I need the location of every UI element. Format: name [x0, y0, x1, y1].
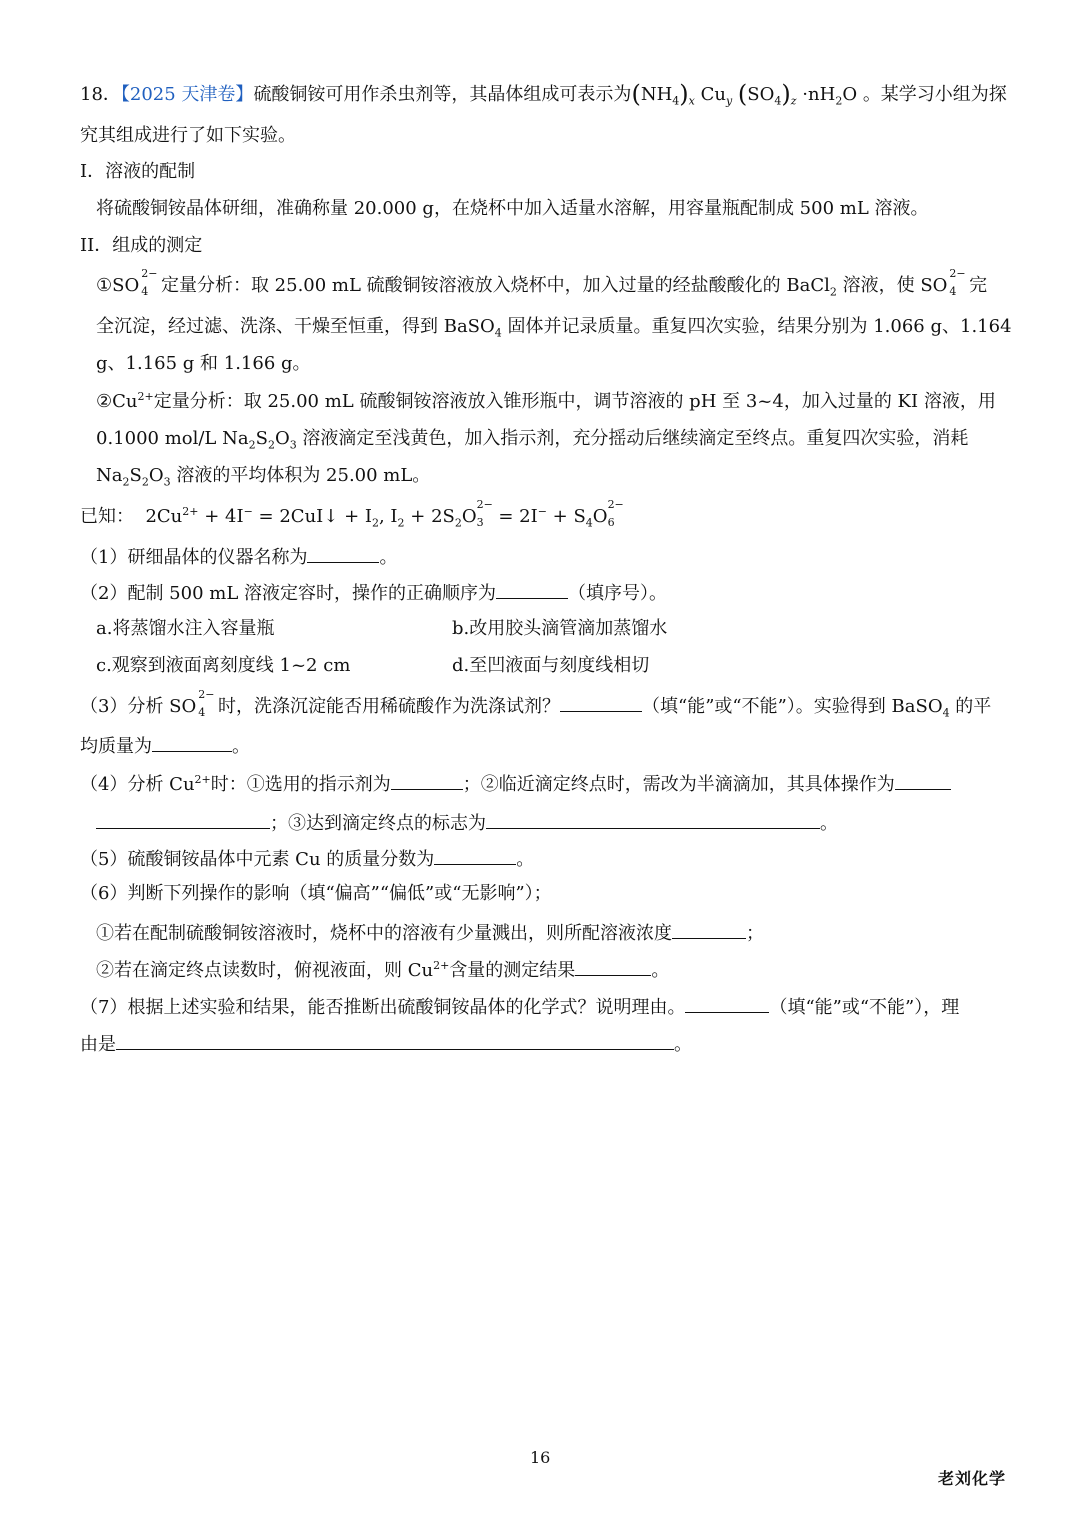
copper-analysis-line-2: 0.1000 mol/L $Na_2S_2O_3$ 溶液滴定至浅黄色，加入指示剂，充分摇动后继续滴定至终点。重复四次实验，消耗: [96, 428, 969, 452]
intro-text: 硫酸铜铵可用作杀虫剂等，其晶体组成可表示为: [253, 84, 632, 105]
question-1: （1）研细晶体的仪器名称为 。: [80, 544, 397, 570]
answer-blank-q4-2[interactable]: [895, 771, 951, 790]
option-c: c.观察到液面离刻度线 1~2 cm: [96, 655, 351, 676]
question-header: 18．【2025 天津卷】硫酸铜铵可用作杀虫剂等，其晶体组成可表示为$(NH_4)_x$ $Cu_y$ $(SO_4)_z \cdot nH_2O$ 。某学习小组为探: [80, 80, 1007, 108]
known-equations: 已知： $2Cu^{2+} + 4I^-$ = 2CuI↓ + $I_2$, $I_2 + 2S_2O$ 2− 3 = $2I^- + S_4O$ 2− 6: [80, 498, 624, 530]
option-b: b.改用胶头滴管滴加蒸馏水: [452, 618, 668, 639]
question-3-line-1: （3）分析 SO 2− 4 时，洗涤沉淀能否用稀硫酸作为洗涤试剂？ （填“能”或“不能”）。实验得到 BaSO$_4$ 的平: [80, 688, 992, 720]
source-tag: 【2025 天津卷】: [120, 84, 254, 105]
question-7-line-1: （7）根据上述实验和结果，能否推断出硫酸铜铵晶体的化学式？说明理由。 （填“能”或“不能”），理: [80, 994, 959, 1020]
answer-blank-q4-2-continued[interactable]: [96, 810, 270, 829]
watermark: 老刘化学: [938, 1469, 1007, 1488]
copper-analysis-line-3: $Na_2S_2O_3$ 溶液的平均体积为 25.00 mL。: [96, 465, 431, 489]
question-6-part-1: ①若在配制硫酸铜铵溶液时，烧杯中的溶液有少量溅出，则所配溶液浓度 ；: [96, 920, 764, 946]
answer-blank-q4-3[interactable]: [486, 810, 820, 829]
copper-analysis-line-1: $②Cu^{2+}$定量分析：取 25.00 mL 硫酸铜铵溶液放入锥形瓶中，调节溶液的 pH 至 3~4，加入过量的 KI 溶液，用: [96, 390, 996, 412]
answer-blank-q3-2[interactable]: [152, 733, 232, 752]
page-number: 16: [530, 1448, 551, 1467]
answer-blank-q2[interactable]: [496, 580, 568, 599]
question-number: 18．: [80, 84, 121, 105]
answer-blank-q7-2[interactable]: [116, 1031, 674, 1050]
question-5: （5）硫酸铜铵晶体中元素 Cu 的质量分数为 。: [80, 846, 534, 872]
section-1-title: I．溶液的配制: [80, 161, 196, 182]
sulfate-analysis-line-1: ①SO 2− 4 定量分析：取 25.00 mL 硫酸铜铵溶液放入烧杯中，加入过量的经盐酸酸化的 BaCl$_2$ 溶液，使 SO 2− 4 完: [96, 267, 988, 299]
answer-blank-q5[interactable]: [434, 846, 516, 865]
question-4-line-2: ；③达到滴定终点的标志为 。: [96, 810, 838, 836]
answer-blank-q1[interactable]: [307, 544, 379, 563]
question-7-line-2: 由是 。: [80, 1031, 692, 1057]
answer-blank-q4-1[interactable]: [391, 771, 463, 790]
question-3-line-2: 均质量为 。: [80, 733, 250, 759]
crystal-formula: $(NH_4)_x$ $Cu_y$ $(SO_4)_z \cdot nH_2O$: [631, 80, 858, 108]
question-6-part-2: ②若在滴定终点读数时，俯视液面，则 $Cu^{2+}$含量的测定结果 。: [96, 959, 670, 981]
question-4-line-1: （4）分析 $Cu^{2+}$时：①选用的指示剂为 ；②临近滴定终点时，需改为半滴滴加，其具体操作为: [80, 771, 951, 797]
sulfate-analysis-line-3: g、1.165 g 和 1.166 g。: [96, 353, 311, 374]
section-1-text: 将硫酸铜铵晶体研细，准确称量 20.000 g，在烧杯中加入适量水溶解，用容量瓶配制成 500 mL 溶液。: [96, 198, 929, 219]
answer-blank-q6-1[interactable]: [672, 920, 746, 939]
section-2-title: II．组成的测定: [80, 235, 203, 256]
sulfate-analysis-line-2: 全沉淀，经过滤、洗涤、干燥至恒重，得到 BaSO$_4$ 固体并记录质量。重复四次实验，结果分别为 1.066 g、1.164: [96, 316, 1012, 340]
option-d: d.至凹液面与刻度线相切: [452, 655, 650, 676]
answer-blank-q6-2[interactable]: [575, 957, 651, 976]
answer-blank-q7-1[interactable]: [685, 994, 769, 1013]
question-2: （2）配制 500 mL 溶液定容时，操作的正确顺序为 （填序号）。: [80, 580, 667, 606]
option-a: a.将蒸馏水注入容量瓶: [96, 618, 275, 639]
answer-blank-q3-1[interactable]: [560, 693, 642, 712]
question-6: （6）判断下列操作的影响（填“偏高”“偏低”或“无影响”）；: [80, 883, 552, 904]
intro-line-2: 究其组成进行了如下实验。: [80, 125, 296, 146]
